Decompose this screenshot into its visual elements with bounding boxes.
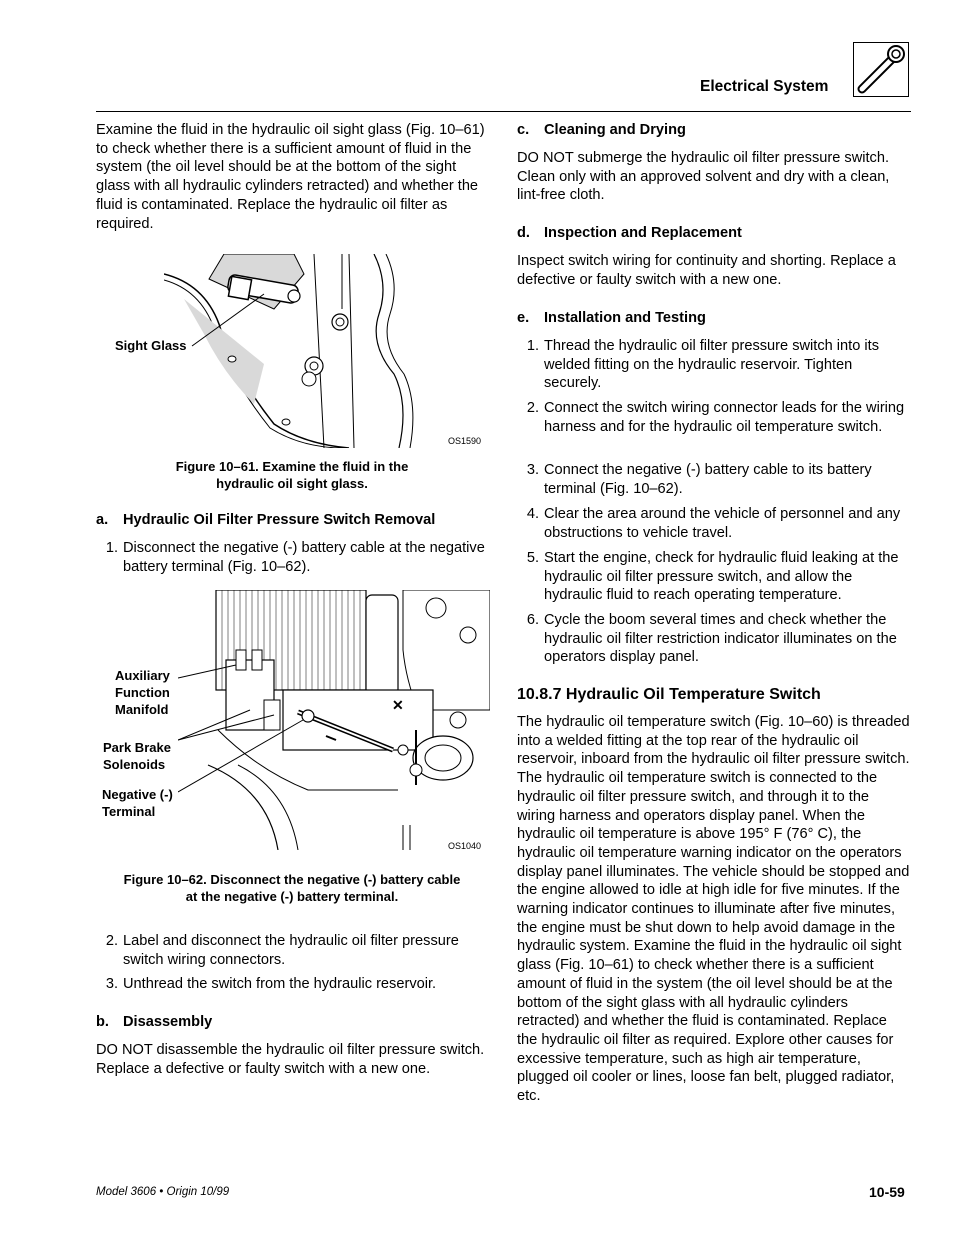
list-item-number: 2. [526, 400, 539, 416]
figure-10-61-id: OS1590 [448, 436, 482, 446]
label-line: Function [115, 685, 170, 700]
figure-10-61-caption-line1: Figure 10–61. Examine the fluid in the [175, 459, 409, 474]
park-brake-solenoids-label [103, 739, 171, 773]
negative-terminal-label [102, 786, 173, 820]
intro-paragraph: Examine the fluid in the hydraulic oil sight glass (Fig. 10–61) to check whether there is a sufficient amount of fluid in the system (the oil level should be at the bottom of the sight glass with all hydraulic cylinders retracted) and whether the fluid is contaminated. Replace the hydraulic oil filter as required. [96, 122, 485, 232]
svg-text:✕: ✕ [392, 697, 404, 713]
section-b-title: Disassembly [123, 1014, 213, 1030]
list-item-number: 1. [105, 540, 118, 556]
list-item-number: 3. [105, 976, 118, 992]
list-item-number: 5. [526, 550, 539, 566]
section-e-heading [517, 309, 911, 327]
list-item-number: 2. [105, 933, 118, 949]
section-a-letter: a. [96, 512, 109, 528]
label-line: Negative (-) [102, 787, 173, 802]
section-e-title: Installation and Testing [544, 310, 706, 326]
section-b-letter: b. [96, 1014, 109, 1030]
section-e-letter: e. [517, 310, 530, 326]
label-line: Manifold [115, 702, 169, 717]
section-c-title: Cleaning and Drying [544, 122, 686, 138]
figure-10-61-caption-line2: hydraulic oil sight glass. [216, 476, 368, 491]
section-c-letter: c. [517, 122, 530, 138]
section-b-heading [96, 1013, 488, 1031]
section-c-heading [517, 121, 911, 139]
section-header-title: Electrical System [700, 78, 829, 95]
list-item-text: Thread the hydraulic oil filter pressure switch into its welded fitting on the hydraulic reservoir. Tighten securely. [544, 338, 879, 392]
list-item-number: 4. [526, 506, 539, 522]
list-item-text: Connect the switch wiring connector leads for the wiring harness and for the hydraulic oil temperature switch. [544, 400, 905, 435]
figure-10-62-caption-line1: Figure 10–62. Disconnect the negative (-) battery cable [123, 872, 461, 887]
section-c-body: DO NOT submerge the hydraulic oil filter pressure switch. Clean only with an approved solvent and dry with a clean, lint-free cloth. [517, 150, 890, 204]
section-d-letter: d. [517, 225, 530, 241]
list-item-number: 3. [526, 462, 539, 478]
figure-10-62-illustration [178, 590, 490, 850]
list-item-text: Clear the area around the vehicle of personnel and any obstructions to vehicle travel. [544, 506, 901, 541]
label-line: Solenoids [103, 757, 166, 772]
list-item-text: Cycle the boom several times and check whether the hydraulic oil filter restriction indicator illuminates on the operators display panel. [544, 612, 897, 666]
list-item-text: Unthread the switch from the hydraulic reservoir. [123, 976, 437, 992]
label-line: Park Brake [103, 740, 171, 755]
section-d-body: Inspect switch wiring for continuity and shorting. Replace a defective or faulty switch with a new one. [517, 253, 896, 288]
section-b-body: DO NOT disassemble the hydraulic oil filter pressure switch. Replace a defective or faulty switch with a new one. [96, 1042, 485, 1077]
auxiliary-function-manifold-label [115, 667, 170, 718]
section-d-heading [517, 224, 911, 242]
label-line: Terminal [102, 804, 156, 819]
figure-10-61-caption [96, 458, 488, 492]
section-a-heading [96, 511, 488, 529]
sight-glass-label: Sight Glass [115, 338, 187, 353]
list-item-text: Connect the negative (-) battery cable to its battery terminal (Fig. 10–62). [544, 462, 872, 497]
list-item-number: 1. [526, 338, 539, 354]
figure-10-62-caption [96, 871, 488, 905]
section-10-8-7-heading: 10.8.7 Hydraulic Oil Temperature Switch [517, 686, 821, 703]
figure-10-62-id: OS1040 [448, 841, 482, 851]
figure-10-62-caption-line2: at the negative (-) battery terminal. [185, 889, 399, 904]
list-item-text: Label and disconnect the hydraulic oil filter pressure switch wiring connectors. [123, 933, 459, 968]
figure-10-61-illustration [164, 254, 424, 448]
list-item-text: Start the engine, check for hydraulic fluid leaking at the hydraulic oil filter pressure switch, and allow the hydraulic fluid to reach operating temperature. [544, 550, 899, 604]
section-d-title: Inspection and Replacement [544, 225, 742, 241]
page-number: 10-59 [869, 1184, 905, 1200]
section-a-title: Hydraulic Oil Filter Pressure Switch Removal [123, 512, 436, 528]
list-item-number: 6. [526, 612, 539, 628]
header-rule [96, 111, 911, 112]
label-line: Auxiliary [115, 668, 170, 683]
wrench-icon [853, 42, 909, 97]
section-10-8-7-body: The hydraulic oil temperature switch (Fig. 10–60) is threaded into a welded fitting at the top rear of the hydraulic oil reservoir, inboard from the hydraulic oil filter pressure switch. The hydraulic oil temperature switch is connected to the hydraulic oil filter pressure switch, and through it to the wiring harness and operators display panel. When the hydraulic oil temperature is above 195° F (76° C), the hydraulic oil temperature warning indicator on the operators display panel illuminates. The vehicle should be stopped and the engine allowed to idle at high idle for five minutes. If the warning indicator continues to illuminate after five minutes, the engine must be shut down to help avoid damage in the hydraulic system. Examine the fluid in the hydraulic oil sight glass (Fig. 10–61) to check whether there is a sufficient amount of fluid in the system (the oil level should be at the bottom of the sight glass with all hydraulic cylinders retracted) and whether the fluid is contaminated. Replace the hydraulic oil filter as required. Explore other causes for excessive temperature, such as high air temperature, plugged oil cooler or lines, loose fan belt, plugged radiator, etc. [517, 714, 910, 1105]
list-item-text: Disconnect the negative (-) battery cable at the negative battery terminal (Fig. 10–62). [123, 540, 485, 575]
footer-model-origin: Model 3606 • Origin 10/99 [96, 1186, 230, 1198]
